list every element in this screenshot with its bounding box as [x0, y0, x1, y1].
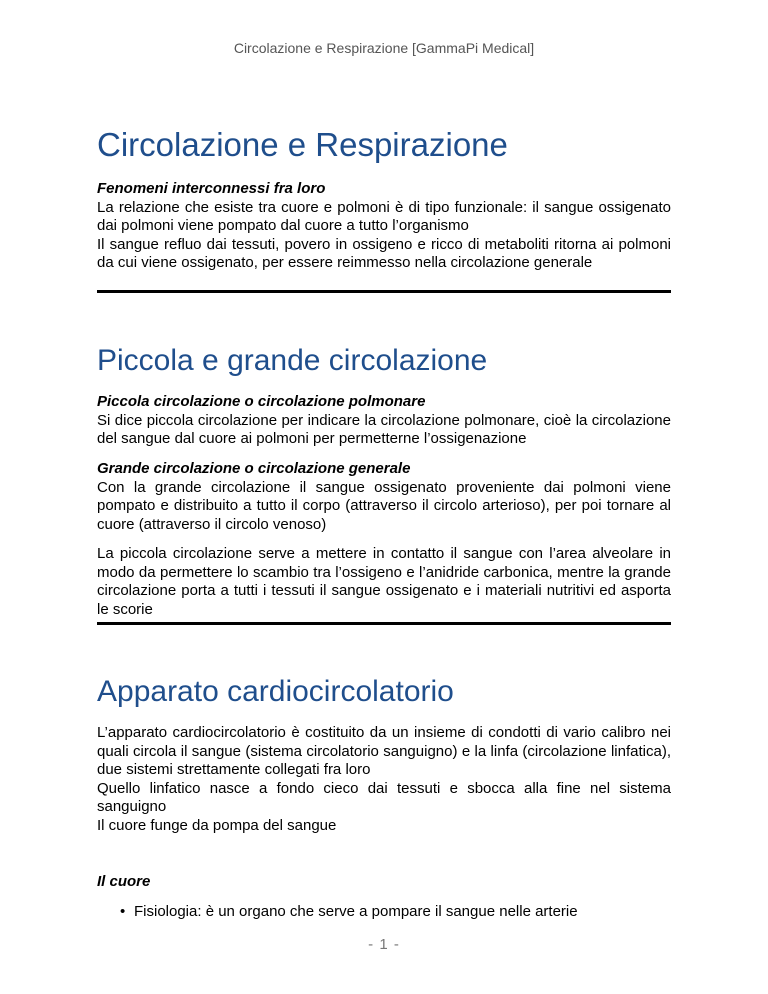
section2-block-3 [97, 545, 671, 619]
section-title-apparato-cardiocircolatorio: Apparato cardiocircolatorio [97, 675, 454, 708]
section-divider-2 [97, 622, 671, 625]
section3-paragraph-2: Quello linfatico nasce a fondo cieco dai tessuti e sbocca alla fine nel sistema sanguigno [97, 779, 671, 815]
bullet-list-item [120, 903, 578, 920]
section2-block-2 [97, 460, 671, 534]
section2-paragraph-1: Si dice piccola circolazione per indicare la circolazione polmonare, cioè la circolazione del sangue dal cuore ai polmoni per permetterne l’ossigenazione [97, 411, 671, 447]
page-number: - 1 - [368, 936, 400, 953]
section2-subtitle-grande: Grande circolazione o circolazione generale [97, 460, 411, 477]
section-title-piccola-grande-circolazione: Piccola e grande circolazione [97, 344, 488, 377]
section2-subtitle-piccola: Piccola circolazione o circolazione polmonare [97, 393, 426, 410]
section1-subtitle: Fenomeni interconnessi fra loro [97, 180, 326, 197]
page-header: Circolazione e Respirazione [GammaPi Medical] [233, 40, 535, 56]
section3-subtitle-block [97, 873, 671, 892]
section3-subtitle-cuore: Il cuore [97, 873, 151, 890]
section-divider-1 [97, 290, 671, 293]
section-title-circolazione-respirazione: Circolazione e Respirazione [97, 126, 508, 163]
bullet-text: Fisiologia: è un organo che serve a pompare il sangue nelle arterie [134, 903, 578, 920]
section3-body [97, 724, 671, 835]
section1-paragraph-2: Il sangue refluo dai tessuti, povero in ossigeno e ricco di metaboliti ritorna ai polmoni da cui viene ossigenato, per essere reimmesso nella circolazione generale [97, 235, 671, 271]
section1-body [97, 180, 671, 273]
section1-paragraph-1: La relazione che esiste tra cuore e polmoni è di tipo funzionale: il sangue ossigenato dai polmoni viene pompato dal cuore a tutto l’organismo [97, 198, 671, 234]
section3-paragraph-1: L’apparato cardiocircolatorio è costituito da un insieme di condotti di vario calibro nei quali circola il sangue (sistema circolatorio sanguigno) e la linfa (circolazione linfatica), due sistemi strettamente collegati fra loro [97, 724, 671, 778]
section2-paragraph-2: Con la grande circolazione il sangue ossigenato proveniente dai polmoni viene pompato e distribuito a tutto il corpo (attraverso il circolo arterioso), per poi tornare al cuore (attraverso il circolo venoso) [97, 478, 671, 533]
section3-paragraph-3: Il cuore funge da pompa del sangue [97, 816, 337, 834]
bullet-icon: • [120, 903, 126, 920]
section2-block-1 [97, 393, 671, 449]
section2-paragraph-3: La piccola circolazione serve a mettere in contatto il sangue con l’area alveolare in modo da permettere lo scambio tra l’ossigeno e l’anidride carbonica, mentre la grande circolazione porta a tutti i tessuti il sangue ossigenato e i materiali nutritivi ed asporta le scorie [97, 545, 671, 618]
